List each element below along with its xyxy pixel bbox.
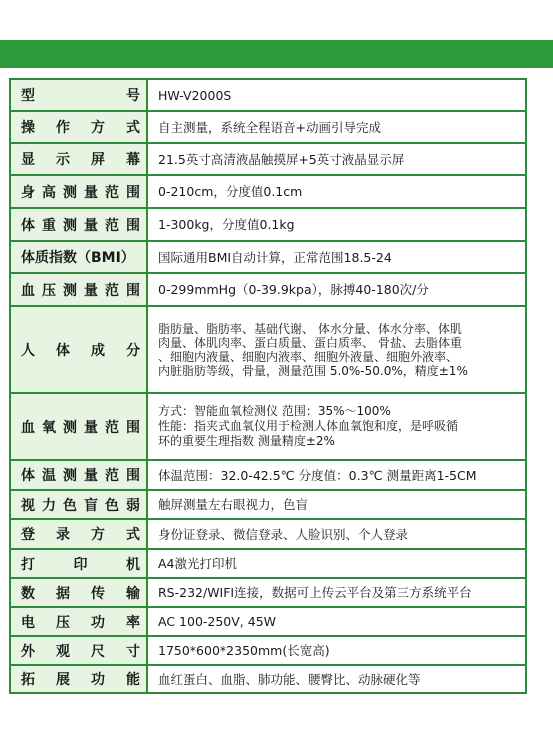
spec-label-cell — [10, 519, 147, 549]
spec-label-char: 传 — [91, 585, 105, 602]
spec-label-char: 示 — [56, 152, 70, 168]
spec-label — [21, 524, 140, 544]
spec-label-char: 数 — [21, 585, 35, 602]
spec-label-char: 尺 — [91, 643, 105, 660]
spec-label — [21, 554, 140, 574]
spec-label-cell — [10, 549, 147, 578]
spec-label-char: 观 — [56, 643, 70, 660]
spec-value — [147, 175, 526, 208]
spec-label-cell — [10, 490, 147, 519]
spec-label-char: 围 — [126, 282, 140, 299]
spec-label-cell — [10, 306, 147, 393]
spec-value — [147, 273, 526, 306]
spec-value-line: 1750*600*2350mm(长宽高) — [158, 643, 330, 658]
spec-label-char: 量 — [84, 282, 98, 299]
spec-label-cell — [10, 665, 147, 693]
spec-label-char: 体 — [21, 468, 35, 484]
spec-value-line: 脂肪量、脂肪率、基础代谢、 体水分量、体水分率、体肌 — [158, 321, 462, 336]
spec-label-char: 色 — [63, 497, 77, 514]
spec-label — [21, 583, 140, 603]
spec-row — [10, 578, 526, 607]
spec-label-char: 压 — [56, 614, 70, 631]
spec-label-char: 据 — [56, 585, 70, 602]
spec-label-char: 盲 — [84, 497, 98, 514]
spec-label — [21, 417, 140, 437]
spec-label-char: 号 — [126, 88, 140, 104]
spec-label-cell — [10, 578, 147, 607]
spec-row — [10, 273, 526, 306]
header-bar — [0, 40, 553, 68]
spec-table — [9, 78, 527, 694]
spec-label-char: 测 — [63, 217, 77, 234]
spec-row — [10, 519, 526, 549]
spec-label-cell — [10, 460, 147, 490]
spec-label-char: 操 — [21, 120, 35, 136]
spec-label-char: 弱 — [126, 497, 140, 514]
spec-label-char: 输 — [126, 585, 140, 602]
spec-value-line: 方式：智能血氧检测仪 范围：35%～100% — [158, 404, 391, 418]
spec-label-char: 式 — [126, 527, 140, 543]
spec-label-cell — [10, 241, 147, 273]
spec-label-char: 视 — [21, 497, 35, 514]
spec-label — [21, 215, 140, 235]
spec-value-line: HW-V2000S — [158, 87, 232, 103]
spec-label-char: 展 — [56, 672, 70, 688]
spec-label-char: 围 — [126, 184, 140, 201]
spec-label-char: 范 — [105, 468, 119, 484]
spec-row — [10, 549, 526, 578]
spec-label-char: 印 — [73, 556, 88, 573]
spec-label-char: 量 — [84, 217, 98, 234]
spec-label-char: 外 — [21, 643, 35, 660]
spec-label — [21, 117, 140, 137]
spec-value-line: A4激光打印机 — [158, 556, 238, 571]
spec-label-cell — [10, 607, 147, 636]
spec-label-char: 人 — [21, 342, 35, 359]
spec-value-line: RS-232/WIFI连接，数据可上传云平台及第三方系统平台 — [158, 585, 472, 600]
spec-value — [147, 578, 526, 607]
spec-label-char: 量 — [84, 184, 98, 201]
spec-value — [147, 665, 526, 693]
spec-label-char: 功 — [91, 672, 105, 688]
spec-label — [21, 465, 140, 485]
spec-label-char: 式 — [126, 120, 140, 136]
spec-label-char: 寸 — [126, 643, 140, 660]
spec-label-char: 围 — [126, 468, 140, 484]
spec-label-char: 温 — [42, 468, 56, 484]
spec-value — [147, 111, 526, 143]
spec-row — [10, 208, 526, 241]
spec-label-char: 分 — [126, 342, 140, 359]
spec-label-cell — [10, 208, 147, 241]
spec-value-line: 国际通用BMI自动计算，正常范围18.5-24 — [158, 249, 392, 265]
spec-label-char: 量 — [84, 468, 98, 484]
spec-value — [147, 636, 526, 665]
spec-label — [21, 641, 140, 661]
spec-row — [10, 241, 526, 273]
spec-label-char: 范 — [105, 184, 119, 201]
spec-label — [21, 669, 140, 689]
spec-row — [10, 665, 526, 693]
spec-row — [10, 607, 526, 636]
spec-value — [147, 143, 526, 175]
spec-value-line: 性能：指夹式血氧仪用于检测人体血氧饱和度，是呼吸循 — [158, 419, 459, 433]
spec-label-char: 显 — [21, 152, 35, 168]
spec-label-char: 打 — [21, 556, 35, 573]
spec-value-line: 0-299mmHg（0-39.9kpa），脉搏40-180次/分 — [158, 282, 429, 297]
spec-label-char: 测 — [63, 282, 77, 299]
spec-label-char: 作 — [56, 120, 70, 136]
spec-label — [21, 340, 140, 360]
spec-label — [21, 247, 140, 267]
spec-label-char: 重 — [42, 217, 56, 234]
spec-label-char: 测 — [63, 184, 77, 201]
spec-value — [147, 208, 526, 241]
spec-value-line: 触屏测量左右眼视力，色盲 — [158, 497, 309, 512]
spec-label-cell — [10, 636, 147, 665]
spec-label-char: 方 — [91, 527, 105, 543]
spec-table-body — [10, 79, 526, 693]
spec-value-line: 血红蛋白、血脂、肺功能、腰臀比、动脉硬化等 — [158, 671, 421, 687]
spec-label-char: 方 — [91, 120, 105, 136]
spec-label-char: 体 — [21, 217, 35, 234]
spec-label-char: 量 — [84, 419, 98, 436]
spec-label — [21, 182, 140, 202]
spec-value-line: 自主测量，系统全程语音+动画引导完成 — [158, 119, 381, 135]
spec-row — [10, 111, 526, 143]
spec-label — [21, 280, 140, 300]
spec-label-char: 幕 — [126, 152, 140, 168]
spec-label-char: 氧 — [42, 419, 56, 436]
spec-value — [147, 241, 526, 273]
spec-label-char: 血 — [21, 282, 35, 299]
spec-value-line: 0-210cm，分度值0.1cm — [158, 184, 303, 199]
spec-value — [147, 549, 526, 578]
spec-label-char: 范 — [105, 419, 119, 436]
spec-value-line: 环的重要生理指数 测量精度±2% — [158, 434, 335, 448]
spec-value-line: 内脏脂肪等级，骨量，测量范围 5.0%-50.0%，精度±1% — [158, 363, 468, 378]
spec-label-cell — [10, 79, 147, 111]
spec-value — [147, 306, 526, 393]
spec-label-char: 能 — [126, 672, 140, 688]
spec-label-char: 登 — [21, 527, 35, 543]
spec-label-char: 围 — [126, 419, 140, 436]
spec-label — [21, 612, 140, 632]
spec-value — [147, 490, 526, 519]
spec-label-cell — [10, 175, 147, 208]
spec-value-line: 、细胞内液量、细胞内液率、细胞外液量、细胞外液率、 — [158, 349, 459, 364]
spec-label-char: 范 — [105, 217, 119, 234]
spec-label-char: 范 — [105, 282, 119, 299]
spec-label-char: 围 — [126, 217, 140, 234]
spec-row — [10, 143, 526, 175]
spec-label-char: 测 — [63, 419, 77, 436]
spec-label-cell — [10, 393, 147, 460]
spec-label-char: 拓 — [21, 672, 35, 688]
spec-label-char: 录 — [56, 527, 70, 543]
spec-label-char: 测 — [63, 468, 77, 484]
spec-label-char: 身 — [21, 184, 35, 201]
spec-value-line: 1-300kg，分度值0.1kg — [158, 217, 295, 232]
spec-value — [147, 519, 526, 549]
spec-label-char: 体 — [56, 342, 70, 359]
spec-label-char: 力 — [42, 497, 56, 514]
spec-label-char: 血 — [21, 419, 35, 436]
spec-label-char: 电 — [21, 614, 35, 631]
spec-label-char: 率 — [126, 614, 140, 631]
spec-label-cell — [10, 111, 147, 143]
spec-value-line: 肉量、体肌肉率、蛋白质量、蛋白质率、 骨盐、去脂体重 — [158, 335, 462, 350]
spec-row — [10, 636, 526, 665]
spec-label-text: 体质指数（BMI） — [21, 250, 135, 266]
spec-value-line: 体温范围：32.0-42.5℃ 分度值：0.3℃ 测量距离1-5CM — [158, 467, 477, 483]
spec-value — [147, 460, 526, 490]
spec-row — [10, 175, 526, 208]
spec-label-char: 高 — [42, 184, 56, 201]
spec-label-char: 功 — [91, 614, 105, 631]
spec-value — [147, 79, 526, 111]
spec-label-cell — [10, 273, 147, 306]
spec-label-char: 型 — [21, 88, 35, 104]
spec-label-char: 屏 — [91, 152, 105, 168]
spec-row — [10, 393, 526, 460]
spec-label — [21, 149, 140, 169]
spec-label — [21, 495, 140, 515]
spec-label-char: 色 — [105, 497, 119, 514]
spec-label-char: 机 — [126, 556, 140, 573]
spec-value — [147, 393, 526, 460]
spec-row — [10, 490, 526, 519]
spec-label — [21, 85, 140, 105]
spec-label-char: 压 — [42, 282, 56, 299]
spec-label-char: 成 — [91, 342, 105, 359]
spec-value — [147, 607, 526, 636]
spec-row — [10, 460, 526, 490]
spec-value-line: AC 100-250V, 45W — [158, 614, 277, 629]
spec-value-line: 身份证登录、微信登录、人脸识别、个人登录 — [158, 526, 409, 542]
spec-value-line: 21.5英寸高清液晶触摸屏+5英寸液晶显示屏 — [158, 151, 405, 167]
spec-label-cell — [10, 143, 147, 175]
spec-row — [10, 79, 526, 111]
spec-row — [10, 306, 526, 393]
